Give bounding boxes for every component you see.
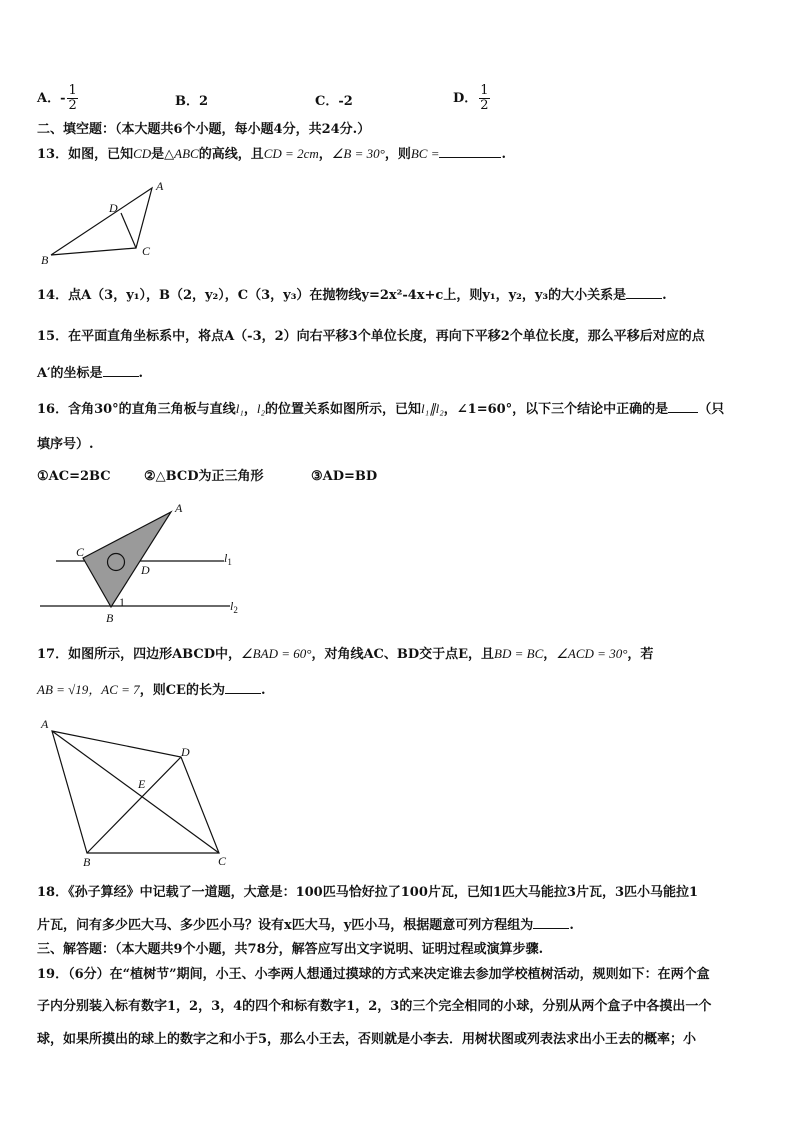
- option-b: [175, 90, 208, 109]
- option-d: [453, 84, 490, 113]
- figure-q16-triangle-lines: [38, 496, 248, 626]
- label-b16: B: [106, 611, 114, 625]
- figure-q17-quadrilateral: [38, 714, 238, 872]
- option-a-letter: A．-: [37, 91, 66, 106]
- label-a16: A: [175, 501, 183, 515]
- option-a: [37, 84, 78, 113]
- answer-blank-15: [103, 364, 139, 377]
- label-line-l2: $l_2$: [230, 599, 238, 615]
- question-16-choices: [37, 468, 764, 486]
- label-e17: E: [138, 777, 146, 791]
- label-d16: D: [141, 563, 150, 577]
- question-19-line1: 19．（6分）在“植树节”期间，小王、小李两人想通过摸球的方式来决定谁去参加学校植树活动，规则如下：在两个盒: [37, 967, 710, 982]
- option-c: [315, 90, 353, 109]
- question-17-line1: 17．如图所示，四边形ABCD中，∠BAD = 60°，对角线AC、BD交于点E，且BD = BC，∠ACD = 30°，若: [37, 646, 654, 662]
- answer-blank-16: [668, 400, 698, 413]
- option-d-letter: D．: [453, 91, 478, 106]
- label-c17: C: [218, 854, 227, 868]
- label-b: B: [41, 253, 49, 267]
- label-d17: D: [181, 745, 190, 759]
- answer-blank-17: [225, 681, 261, 694]
- choice-1: ①AC=2BC: [37, 469, 111, 484]
- label-c: C: [142, 244, 151, 258]
- answer-blank-18: [533, 916, 569, 929]
- option-b-text: B．2: [175, 94, 209, 109]
- question-18-line1: 18．《孙子算经》中记载了一道题，大意是：100匹马恰好拉了100片瓦，已知1匹大马能拉3片瓦，3匹小马能拉1: [37, 885, 699, 900]
- question-16-line1: 16．含角30°的直角三角板与直线l₁，l₂的位置关系如图所示，已知l₁∥l₂，∠1=60°，以下三个结论中正确的是 （只: [37, 401, 725, 417]
- label-a: A: [156, 179, 164, 193]
- question-17-line2: AB = √19，AC = 7，则CE的长为 .: [37, 682, 266, 698]
- answer-blank-13: [439, 145, 501, 158]
- question-15-line1: 15．在平面直角坐标系中，将点A（-3，2）向右平移3个单位长度，再向下平移2个单位长度，那么平移后对应的点: [37, 329, 705, 344]
- label-d: D: [109, 201, 118, 215]
- option-d-fraction: $\frac{1}{2}$: [480, 83, 489, 113]
- label-angle-1: 1: [119, 595, 125, 609]
- label-c16: C: [76, 545, 85, 559]
- question-19-line2: 子内分别装入标有数字1，2，3，4的四个和标有数字1，2，3的三个完全相同的小球，分别从两个盒子中各摸出一个: [37, 999, 712, 1014]
- label-line-l1: $l_1$: [224, 551, 232, 567]
- question-15-line2: A′的坐标是 .: [37, 366, 144, 381]
- section-2-heading: 二、填空题：（本大题共6个小题，每小题4分，共24分.）: [37, 122, 371, 137]
- question-19-line3: 球，如果所摸出的球上的数字之和小于5，那么小王去，否则就是小李去．用树状图或列表法求出小王去的概率；小: [37, 1032, 697, 1047]
- question-13: 13．如图，已知CD是△ABC的高线，且CD = 2cm，∠B = 30°，则BC = .: [37, 146, 507, 162]
- diagonal-bd: [87, 757, 181, 853]
- figure-q13-triangle: [38, 176, 178, 268]
- label-a17: A: [41, 717, 49, 731]
- choice-2: ②△BCD为正三角形: [144, 469, 264, 484]
- option-a-fraction: $\frac{1}{2}$: [68, 83, 77, 113]
- diagonal-ac: [52, 731, 219, 853]
- set-square: [83, 512, 171, 607]
- section-3-heading: 三、解答题：（本大题共9个小题，共78分，解答应写出文字说明、证明过程或演算步骤.: [37, 942, 544, 957]
- triangle-abc: [51, 188, 152, 255]
- question-16-line2: 填序号）.: [37, 437, 94, 452]
- altitude-cd: [121, 213, 136, 248]
- answer-blank-14: [626, 286, 662, 299]
- choice-3: ③AD=BD: [311, 469, 378, 484]
- question-14: 14．点A（3，y₁），B（2，y₂），C（3，y₃）在抛物线y=2x²-4x+c上，则y₁，y₂，y₃的大小关系是 .: [37, 288, 667, 303]
- label-b17: B: [83, 855, 91, 869]
- option-c-text: C．-2: [315, 94, 353, 109]
- question-18-line2: 片瓦，问有多少匹大马、多少匹小马？设有x匹大马，y匹小马，根据题意可列方程组为 .: [37, 918, 574, 933]
